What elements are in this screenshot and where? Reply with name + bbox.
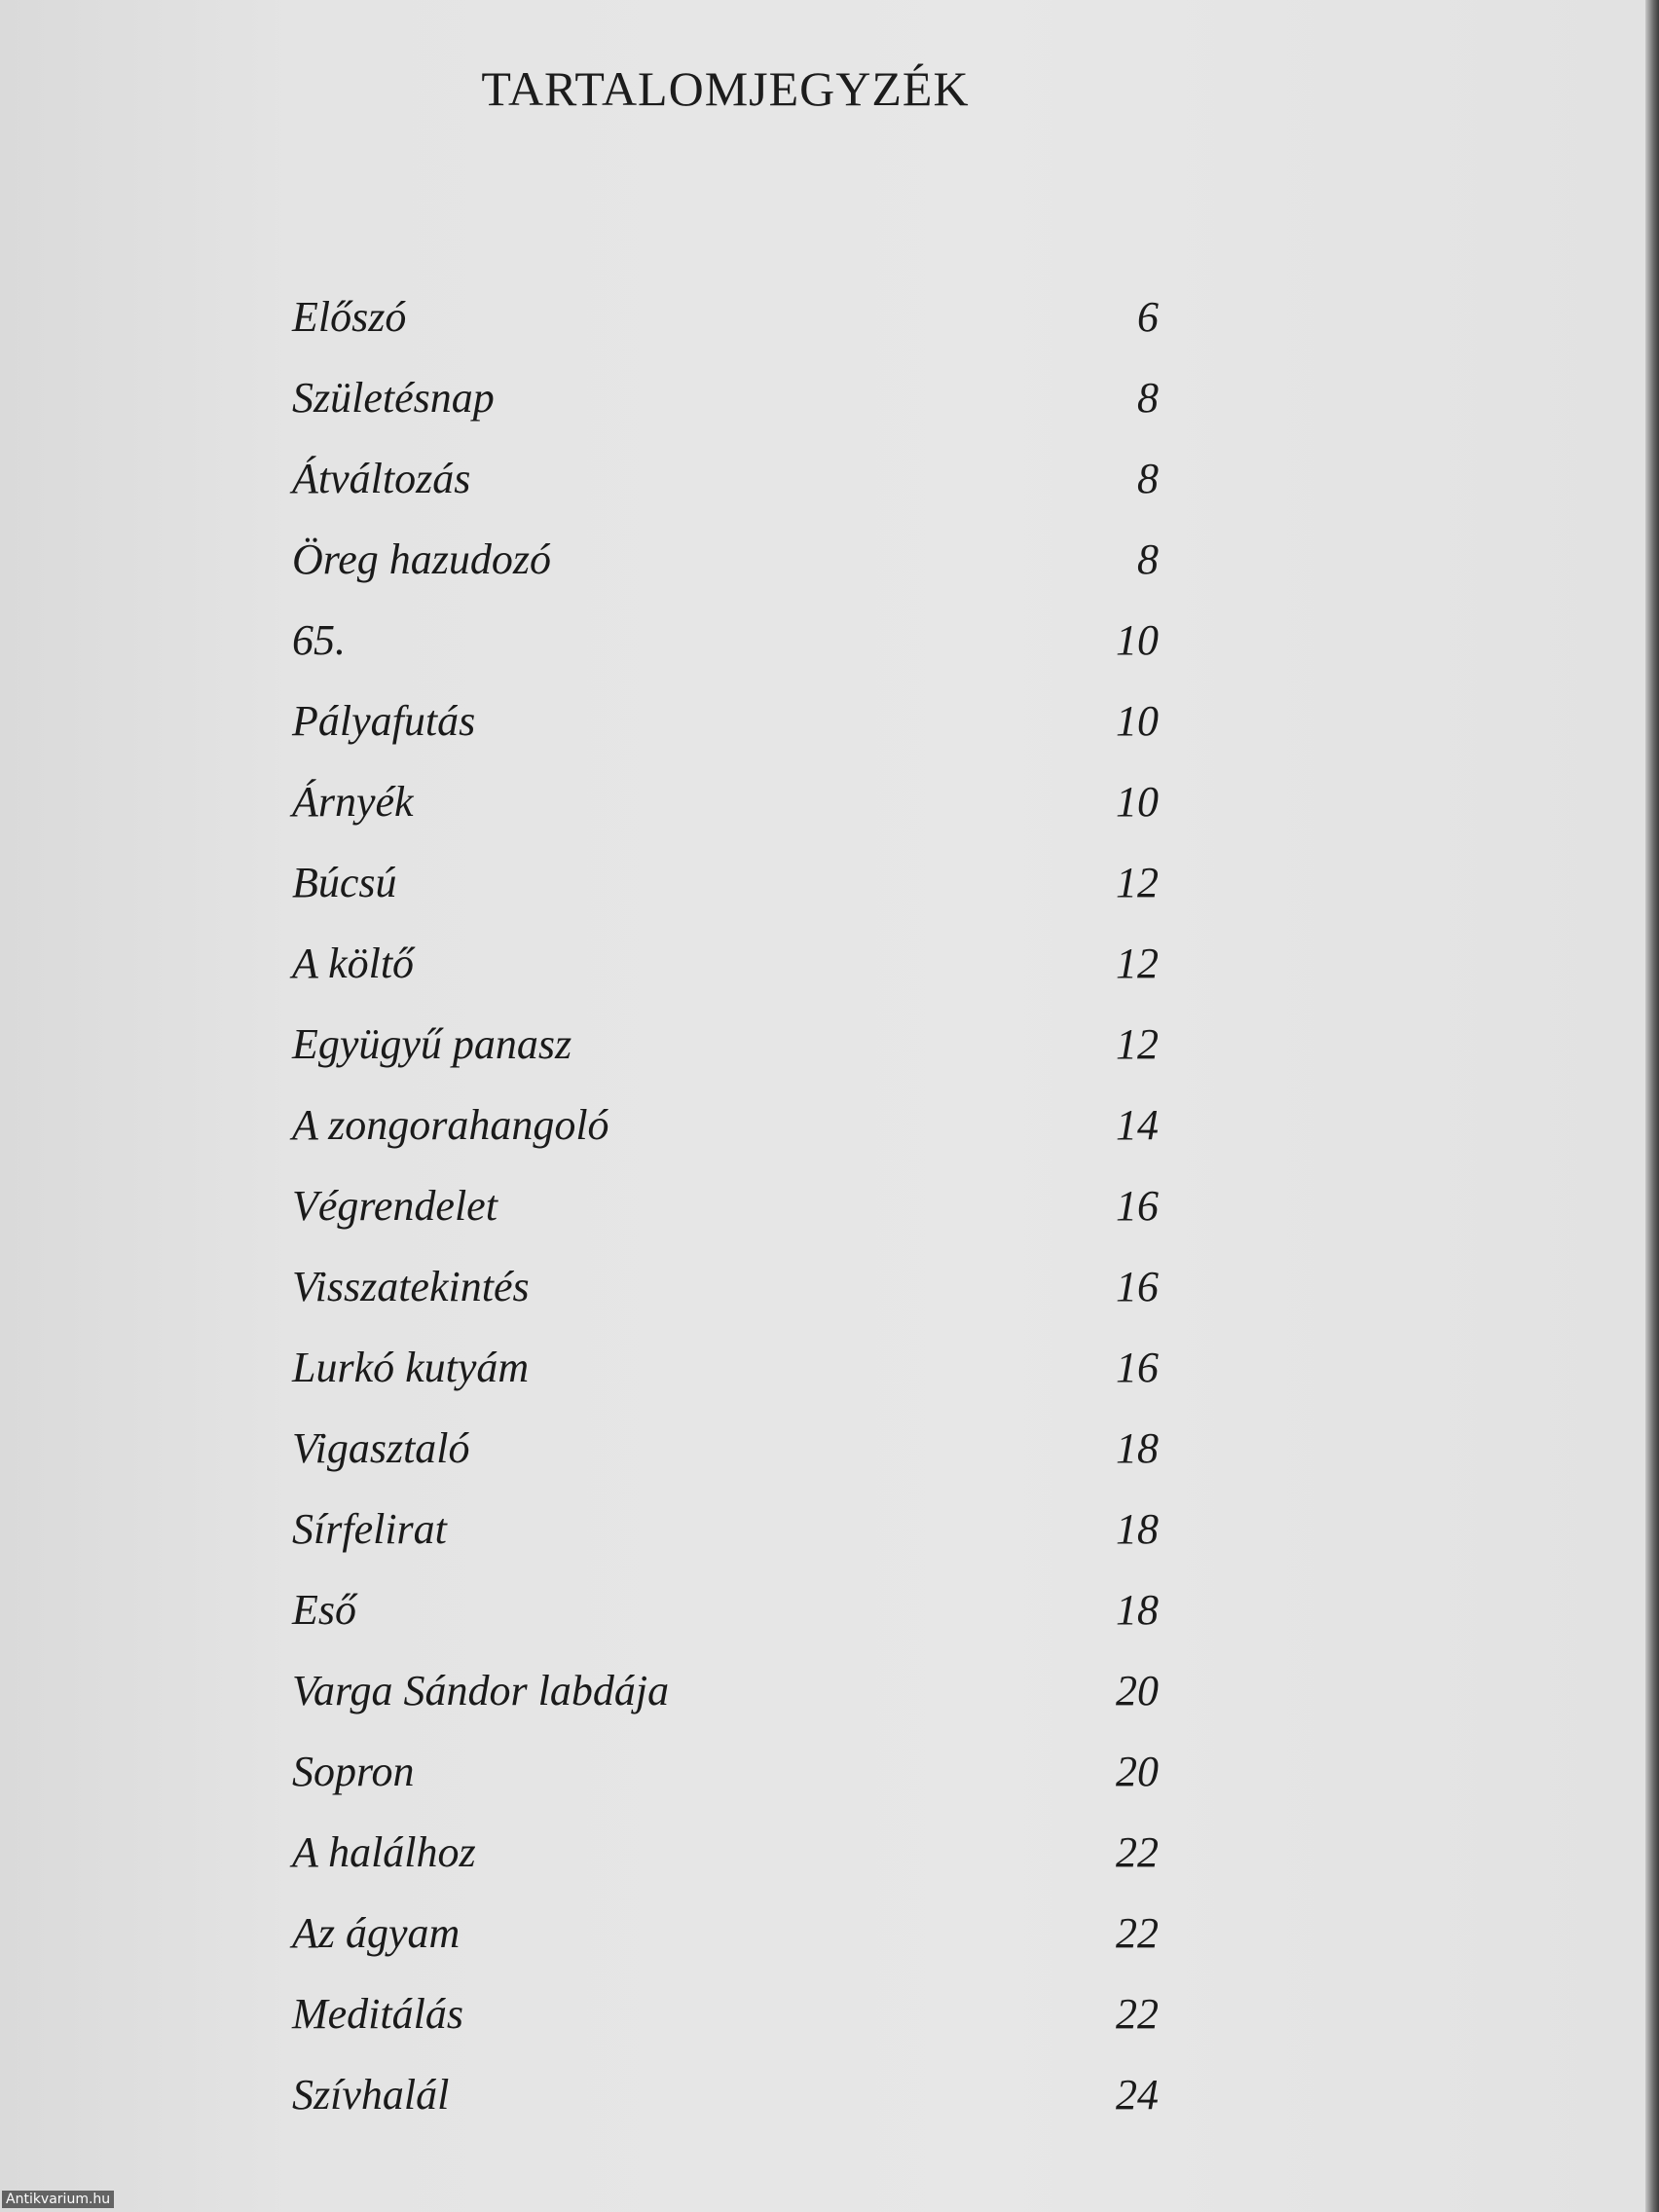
toc-entry-title: Varga Sándor labdája bbox=[292, 1667, 670, 1714]
toc-entry bbox=[292, 1908, 1159, 1989]
toc-entry-title: Lurkó kutyám bbox=[292, 1344, 530, 1391]
toc-entry bbox=[292, 292, 1159, 373]
toc-entry bbox=[292, 2070, 1159, 2151]
toc-entry-page: 14 bbox=[1116, 1101, 1159, 1149]
toc-entry bbox=[292, 1343, 1159, 1423]
toc-entry-title: Végrendelet bbox=[292, 1182, 498, 1230]
toc-entry bbox=[292, 1827, 1159, 1908]
toc-entry-title: Az ágyam bbox=[292, 1909, 461, 1957]
toc-entry-title: Visszatekintés bbox=[292, 1263, 530, 1310]
toc-entry bbox=[292, 1181, 1159, 1262]
toc-entry-title: A halálhoz bbox=[292, 1828, 476, 1876]
toc-entry-page: 18 bbox=[1116, 1424, 1159, 1472]
toc-entry-page: 22 bbox=[1116, 1828, 1159, 1876]
toc-entry-page: 16 bbox=[1116, 1263, 1159, 1310]
toc-entry-page: 12 bbox=[1116, 1020, 1159, 1068]
toc-entry bbox=[292, 1585, 1159, 1666]
toc-entry bbox=[292, 535, 1159, 615]
toc-entry-title: Búcsú bbox=[292, 859, 397, 906]
table-of-contents bbox=[292, 292, 1159, 2151]
toc-entry-page: 22 bbox=[1116, 1909, 1159, 1957]
toc-entry-title: 65. bbox=[292, 616, 346, 664]
watermark: Antikvarium.hu bbox=[2, 2191, 114, 2208]
toc-entry-page: 18 bbox=[1116, 1505, 1159, 1553]
toc-entry-title: Előszó bbox=[292, 293, 407, 341]
toc-entry-title: Eső bbox=[292, 1586, 356, 1634]
toc-entry bbox=[292, 1019, 1159, 1100]
toc-entry-page: 24 bbox=[1116, 2071, 1159, 2119]
toc-entry-page: 16 bbox=[1116, 1182, 1159, 1230]
toc-entry-title: Átváltozás bbox=[292, 455, 471, 502]
toc-entry-page: 10 bbox=[1116, 697, 1159, 745]
toc-entry bbox=[292, 1504, 1159, 1585]
toc-entry bbox=[292, 1989, 1159, 2070]
toc-entry bbox=[292, 939, 1159, 1019]
toc-entry bbox=[292, 696, 1159, 777]
toc-entry-page: 10 bbox=[1116, 778, 1159, 826]
toc-entry-page: 12 bbox=[1116, 940, 1159, 987]
toc-entry bbox=[292, 1666, 1159, 1747]
toc-entry-page: 8 bbox=[1137, 455, 1159, 502]
toc-entry-title: Meditálás bbox=[292, 1990, 463, 2038]
page-edge-shadow bbox=[1645, 0, 1659, 2212]
toc-entry-page: 12 bbox=[1116, 859, 1159, 906]
toc-entry-title: Árnyék bbox=[292, 778, 414, 826]
toc-entry-page: 20 bbox=[1116, 1667, 1159, 1714]
toc-entry-page: 6 bbox=[1137, 293, 1159, 341]
toc-entry bbox=[292, 1423, 1159, 1504]
toc-entry bbox=[292, 373, 1159, 454]
toc-entry-page: 8 bbox=[1137, 535, 1159, 583]
toc-entry-title: Együgyű panasz bbox=[292, 1020, 572, 1068]
toc-entry bbox=[292, 777, 1159, 858]
toc-entry bbox=[292, 858, 1159, 939]
toc-entry-title: Szívhalál bbox=[292, 2071, 450, 2119]
toc-entry-title: Vigasztaló bbox=[292, 1424, 470, 1472]
toc-entry-title: Öreg hazudozó bbox=[292, 535, 552, 583]
toc-entry-title: Születésnap bbox=[292, 374, 495, 422]
toc-entry-title: Pályafutás bbox=[292, 697, 476, 745]
toc-entry-page: 18 bbox=[1116, 1586, 1159, 1634]
toc-entry-page: 8 bbox=[1137, 374, 1159, 422]
page-title: TARTALOMJEGYZÉK bbox=[481, 61, 970, 116]
toc-entry-title: Sopron bbox=[292, 1748, 415, 1795]
toc-entry-page: 10 bbox=[1116, 616, 1159, 664]
toc-entry-title: A zongorahangoló bbox=[292, 1101, 609, 1149]
toc-entry bbox=[292, 1747, 1159, 1827]
toc-entry bbox=[292, 1262, 1159, 1343]
toc-entry-title: Sírfelirat bbox=[292, 1505, 447, 1553]
toc-entry-page: 20 bbox=[1116, 1748, 1159, 1795]
toc-entry bbox=[292, 1100, 1159, 1181]
toc-entry bbox=[292, 615, 1159, 696]
toc-entry-page: 16 bbox=[1116, 1344, 1159, 1391]
toc-entry bbox=[292, 454, 1159, 535]
toc-entry-page: 22 bbox=[1116, 1990, 1159, 2038]
toc-entry-title: A költő bbox=[292, 940, 415, 987]
